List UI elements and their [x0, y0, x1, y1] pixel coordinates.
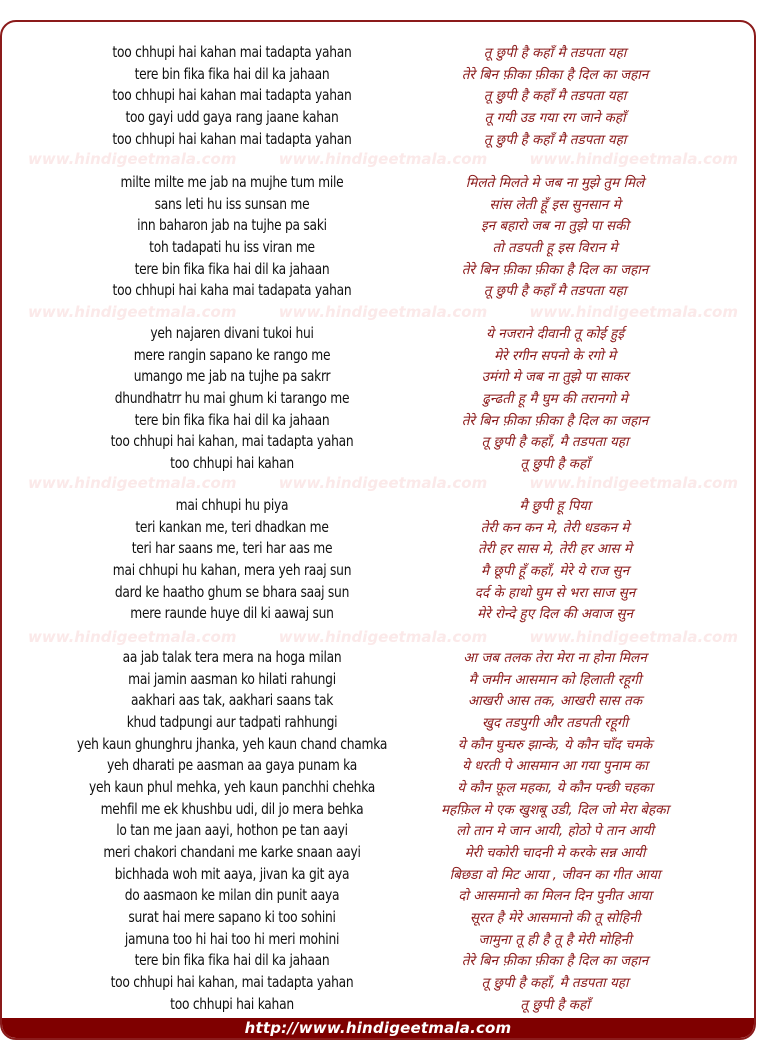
english-lyric: too chhupi hai kahan mai tadapta yahan	[112, 42, 352, 61]
stanza-5	[2, 646, 756, 1015]
english-lyric: mai jamin aasman ko hilati rahungi	[128, 669, 336, 688]
footer-bar	[2, 1018, 754, 1038]
lyric-line	[2, 344, 756, 366]
lyric-line	[2, 950, 756, 972]
english-lyric: inn baharon jab na tujhe pa saki	[137, 216, 327, 235]
lyric-line	[2, 581, 756, 603]
hindi-lyric: खुद तडपुगी और तडपती रहूगी	[482, 714, 628, 731]
english-lyric: dard ke haatho ghum se bhara saaj sun	[114, 582, 350, 601]
stanza-1	[2, 41, 756, 149]
english-lyric: aa jab talak tera mera na hoga milan	[122, 647, 342, 666]
english-lyric: umango me jab na tujhe pa sakrr	[133, 367, 331, 386]
english-lyric: tere bin fika fika hai dil ka jahaan	[134, 410, 330, 429]
site-url-link[interactable]: http://www.hindigeetmala.com	[244, 1019, 512, 1037]
lyric-line	[2, 668, 756, 690]
lyric-line	[2, 906, 756, 928]
hindi-lyric: मेरे रोन्दे हुए दिल की अवाज सुन	[477, 606, 633, 623]
hindi-lyric: जामुना तू ही है तू है मेरी मोहिनी	[478, 931, 632, 948]
hindi-lyric: तेरी कन कन मे, तेरी धडकन मे	[480, 519, 630, 536]
lyric-line	[2, 128, 756, 150]
lyric-line	[2, 258, 756, 280]
hindi-lyric: ये नजराने दीवानी तू कोई हुई	[486, 325, 624, 342]
lyric-line	[2, 63, 756, 85]
lyric-line	[2, 971, 756, 993]
watermark-text: www.hindigeetmala.com	[529, 150, 738, 168]
lyric-line	[2, 646, 756, 668]
hindi-lyric: तेरे बिन फ़ीका फ़ीका है दिल का जहान	[461, 953, 649, 970]
english-lyric: too chhupi hai kahan, mai tadapta yahan	[110, 432, 354, 451]
lyric-line	[2, 993, 756, 1015]
watermark-text: www.hindigeetmala.com	[28, 303, 237, 321]
lyric-line	[2, 236, 756, 258]
english-lyric: yeh najaren divani tukoi hui	[150, 323, 314, 342]
watermark-text: www.hindigeetmala.com	[28, 628, 237, 646]
hindi-lyric: आ जब तलक तेरा मेरा ना होना मिलन	[463, 649, 647, 666]
hindi-lyric: तो तडपती हू इस विरान मे	[492, 239, 618, 256]
english-lyric: too chhupi hai kaha mai tadapata yahan	[112, 281, 352, 300]
lyric-line	[2, 387, 756, 409]
lyric-line	[2, 733, 756, 755]
hindi-lyric: ये कौन फ़ूल महका, ये कौन पन्छी चहका	[457, 779, 653, 796]
lyric-line	[2, 754, 756, 776]
lyric-line	[2, 711, 756, 733]
english-lyric: mere raunde huye dil ki aawaj sun	[130, 604, 334, 623]
hindi-lyric: मिलते मिलते मे जब ना मुझे तुम मिले	[465, 174, 645, 191]
english-lyric: tere bin fika fika hai dil ka jahaan	[134, 64, 330, 83]
english-lyric: too chhupi hai kahan	[170, 453, 294, 472]
hindi-lyric: तू छुपी है कहाँ मै तडपता यहा	[483, 131, 627, 148]
watermark-text: www.hindigeetmala.com	[28, 474, 237, 492]
hindi-lyric: तेरे बिन फ़ीका फ़ीका है दिल का जहान	[461, 261, 649, 278]
watermark-text: www.hindigeetmala.com	[529, 474, 738, 492]
hindi-lyric: तू छुपी है कहाँ मै तडपता यहा	[483, 283, 627, 300]
english-lyric: do aasmaon ke milan din punit aaya	[124, 886, 340, 905]
hindi-lyric: मेरी चकोरी चादनी मे करके सन्न आयी	[464, 845, 646, 862]
hindi-lyric: उमंगो मे जब ना तुझे पा साकर	[481, 369, 629, 386]
watermark-row	[28, 148, 738, 170]
watermark-text: www.hindigeetmala.com	[278, 474, 488, 492]
hindi-lyric: तू छुपी है कहाँ मै तडपता यहा	[483, 88, 627, 105]
lyric-line	[2, 171, 756, 193]
lyric-line	[2, 41, 756, 63]
english-lyric: aakhari aas tak, aakhari saans tak	[130, 691, 334, 710]
lyric-line	[2, 863, 756, 885]
hindi-lyric: सांस लेती हूँ इस सुनसान मे	[489, 196, 621, 213]
lyric-line	[2, 106, 756, 128]
watermark-text: www.hindigeetmala.com	[28, 150, 237, 168]
lyric-line	[2, 279, 756, 301]
english-lyric: yeh kaun phul mehka, yeh kaun panchhi chehka	[88, 777, 376, 796]
hindi-lyric: महफ़िल मे एक खुशबू उडी, दिल जो मेरा बेहका	[440, 801, 670, 818]
english-lyric: mehfil me ek khushbu udi, dil jo mera behka	[100, 799, 364, 818]
english-lyric: yeh kaun ghunghru jhanka, yeh kaun chand chamka	[76, 734, 388, 753]
english-lyric: milte milte me jab na mujhe tum mile	[120, 172, 344, 191]
lyric-line	[2, 494, 756, 516]
lyric-line	[2, 689, 756, 711]
english-lyric: toh tadapati hu iss viran me	[149, 237, 315, 256]
watermark-text: www.hindigeetmala.com	[278, 303, 488, 321]
lyric-line	[2, 841, 756, 863]
hindi-lyric: लो तान मे जान आयी, होठो पे तान आयी	[456, 823, 654, 840]
lyric-line	[2, 193, 756, 215]
hindi-lyric: ये कौन घुन्घरु झान्के, ये कौन चाँद चमके	[457, 736, 653, 753]
english-lyric: bichhada woh mit aaya, jivan ka git aya	[114, 864, 350, 883]
hindi-lyric: मै छूपी हूँ कहाँ, मेरे ये राज सुन	[480, 562, 630, 579]
watermark-text: www.hindigeetmala.com	[529, 303, 738, 321]
hindi-lyric: दो आसमानो का मिलन दिन पुनीत आया	[458, 888, 652, 905]
watermark-text: www.hindigeetmala.com	[529, 628, 738, 646]
english-lyric: tere bin fika fika hai dil ka jahaan	[134, 951, 330, 970]
hindi-lyric: तू गयी उड गया रग जाने कहाँ	[484, 109, 626, 126]
lyrics-frame	[0, 20, 756, 1040]
english-lyric: too chhupi hai kahan mai tadapta yahan	[112, 86, 352, 105]
hindi-lyric: तू छुपी है कहाँ, मै तडपता यहा	[481, 434, 629, 451]
watermark-text: www.hindigeetmala.com	[278, 150, 488, 168]
hindi-lyric: तू छुपी है कहाँ, मै तडपता यहा	[481, 975, 629, 992]
watermark-row	[28, 626, 738, 648]
lyric-line	[2, 516, 756, 538]
lyric-line	[2, 409, 756, 431]
hindi-lyric: बिछडा वो मिट आया , जीवन का गीत आया	[449, 866, 661, 883]
watermark-text: www.hindigeetmala.com	[278, 628, 488, 646]
english-lyric: too chhupi hai kahan, mai tadapta yahan	[110, 973, 354, 992]
hindi-lyric: तेरे बिन फ़ीका फ़ीका है दिल का जहान	[461, 66, 649, 83]
hindi-lyric: तू छुपी है कहाँ मै तडपता यहा	[483, 44, 627, 61]
lyric-line	[2, 928, 756, 950]
watermark-row	[28, 301, 738, 323]
hindi-lyric: तेरी हर सास मे, तेरी हर आस मे	[478, 541, 632, 558]
hindi-lyric: दर्द के हाथो घुम से भरा साज सुन	[474, 584, 636, 601]
hindi-lyric: इन बहारो जब ना तुझे पा सकी	[480, 218, 630, 235]
lyric-line	[2, 559, 756, 581]
lyric-line	[2, 537, 756, 559]
english-lyric: khud tadpungi aur tadpati rahhungi	[126, 712, 338, 731]
lyric-line	[2, 452, 756, 474]
hindi-lyric: तू छुपी है कहाँ	[520, 455, 590, 472]
english-lyric: mere rangin sapano ke rango me	[133, 345, 331, 364]
lyric-line	[2, 322, 756, 344]
hindi-lyric: तेरे बिन फ़ीका फ़ीका है दिल का जहान	[461, 412, 649, 429]
english-lyric: dhundhatrr hu mai ghum ki tarango me	[114, 388, 350, 407]
lyric-line	[2, 365, 756, 387]
english-lyric: teri kankan me, teri dhadkan me	[135, 517, 329, 536]
english-lyric: tere bin fika fika hai dil ka jahaan	[134, 259, 330, 278]
english-lyric: too chhupi hai kahan mai tadapta yahan	[112, 129, 352, 148]
lyric-line	[2, 214, 756, 236]
hindi-lyric: ढुन्ढती हू मै घुम की तरानगो मे	[482, 390, 628, 407]
lyric-line	[2, 820, 756, 842]
english-lyric: too chhupi hai kahan	[170, 994, 294, 1013]
english-lyric: surat hai mere sapano ki too sohini	[128, 908, 336, 927]
lyric-line	[2, 776, 756, 798]
lyric-line	[2, 885, 756, 907]
hindi-lyric: मै छुपी हू पिया	[519, 497, 591, 514]
hindi-lyric: आखरी आस तक, आखरी सास तक	[467, 693, 643, 710]
english-lyric: jamuna too hi hai too hi meri mohini	[124, 929, 340, 948]
lyric-line	[2, 430, 756, 452]
stanza-3	[2, 322, 756, 474]
hindi-lyric: ये धरती पे आसमान आ गया पुनाम का	[462, 758, 648, 775]
lyric-line	[2, 798, 756, 820]
stanza-2	[2, 171, 756, 301]
lyric-line	[2, 84, 756, 106]
hindi-lyric: तू छुपी है कहाँ	[520, 996, 590, 1013]
hindi-lyric: मै जमीन आसमान को हिलाती रहूगी	[468, 671, 642, 688]
english-lyric: lo tan me jaan aayi, hothon pe tan aayi	[116, 821, 348, 840]
english-lyric: too gayi udd gaya rang jaane kahan	[125, 107, 339, 126]
english-lyric: meri chakori chandani me karke snaan aayi	[103, 843, 361, 862]
lyric-line	[2, 602, 756, 624]
stanza-4	[2, 494, 756, 624]
english-lyric: sans leti hu iss sunsan me	[154, 194, 310, 213]
english-lyric: mai chhupi hu kahan, mera yeh raaj sun	[112, 560, 352, 579]
hindi-lyric: सूरत है मेरे आसमानो की तू सोहिनी	[469, 910, 641, 927]
english-lyric: teri har saans me, teri har aas me	[131, 539, 333, 558]
hindi-lyric: मेरे रगीन सपनो के रगो मे	[493, 347, 616, 364]
english-lyric: yeh dharati pe aasman aa gaya punam ka	[106, 756, 358, 775]
english-lyric: mai chhupi hu piya	[175, 495, 289, 514]
watermark-row	[28, 472, 738, 494]
